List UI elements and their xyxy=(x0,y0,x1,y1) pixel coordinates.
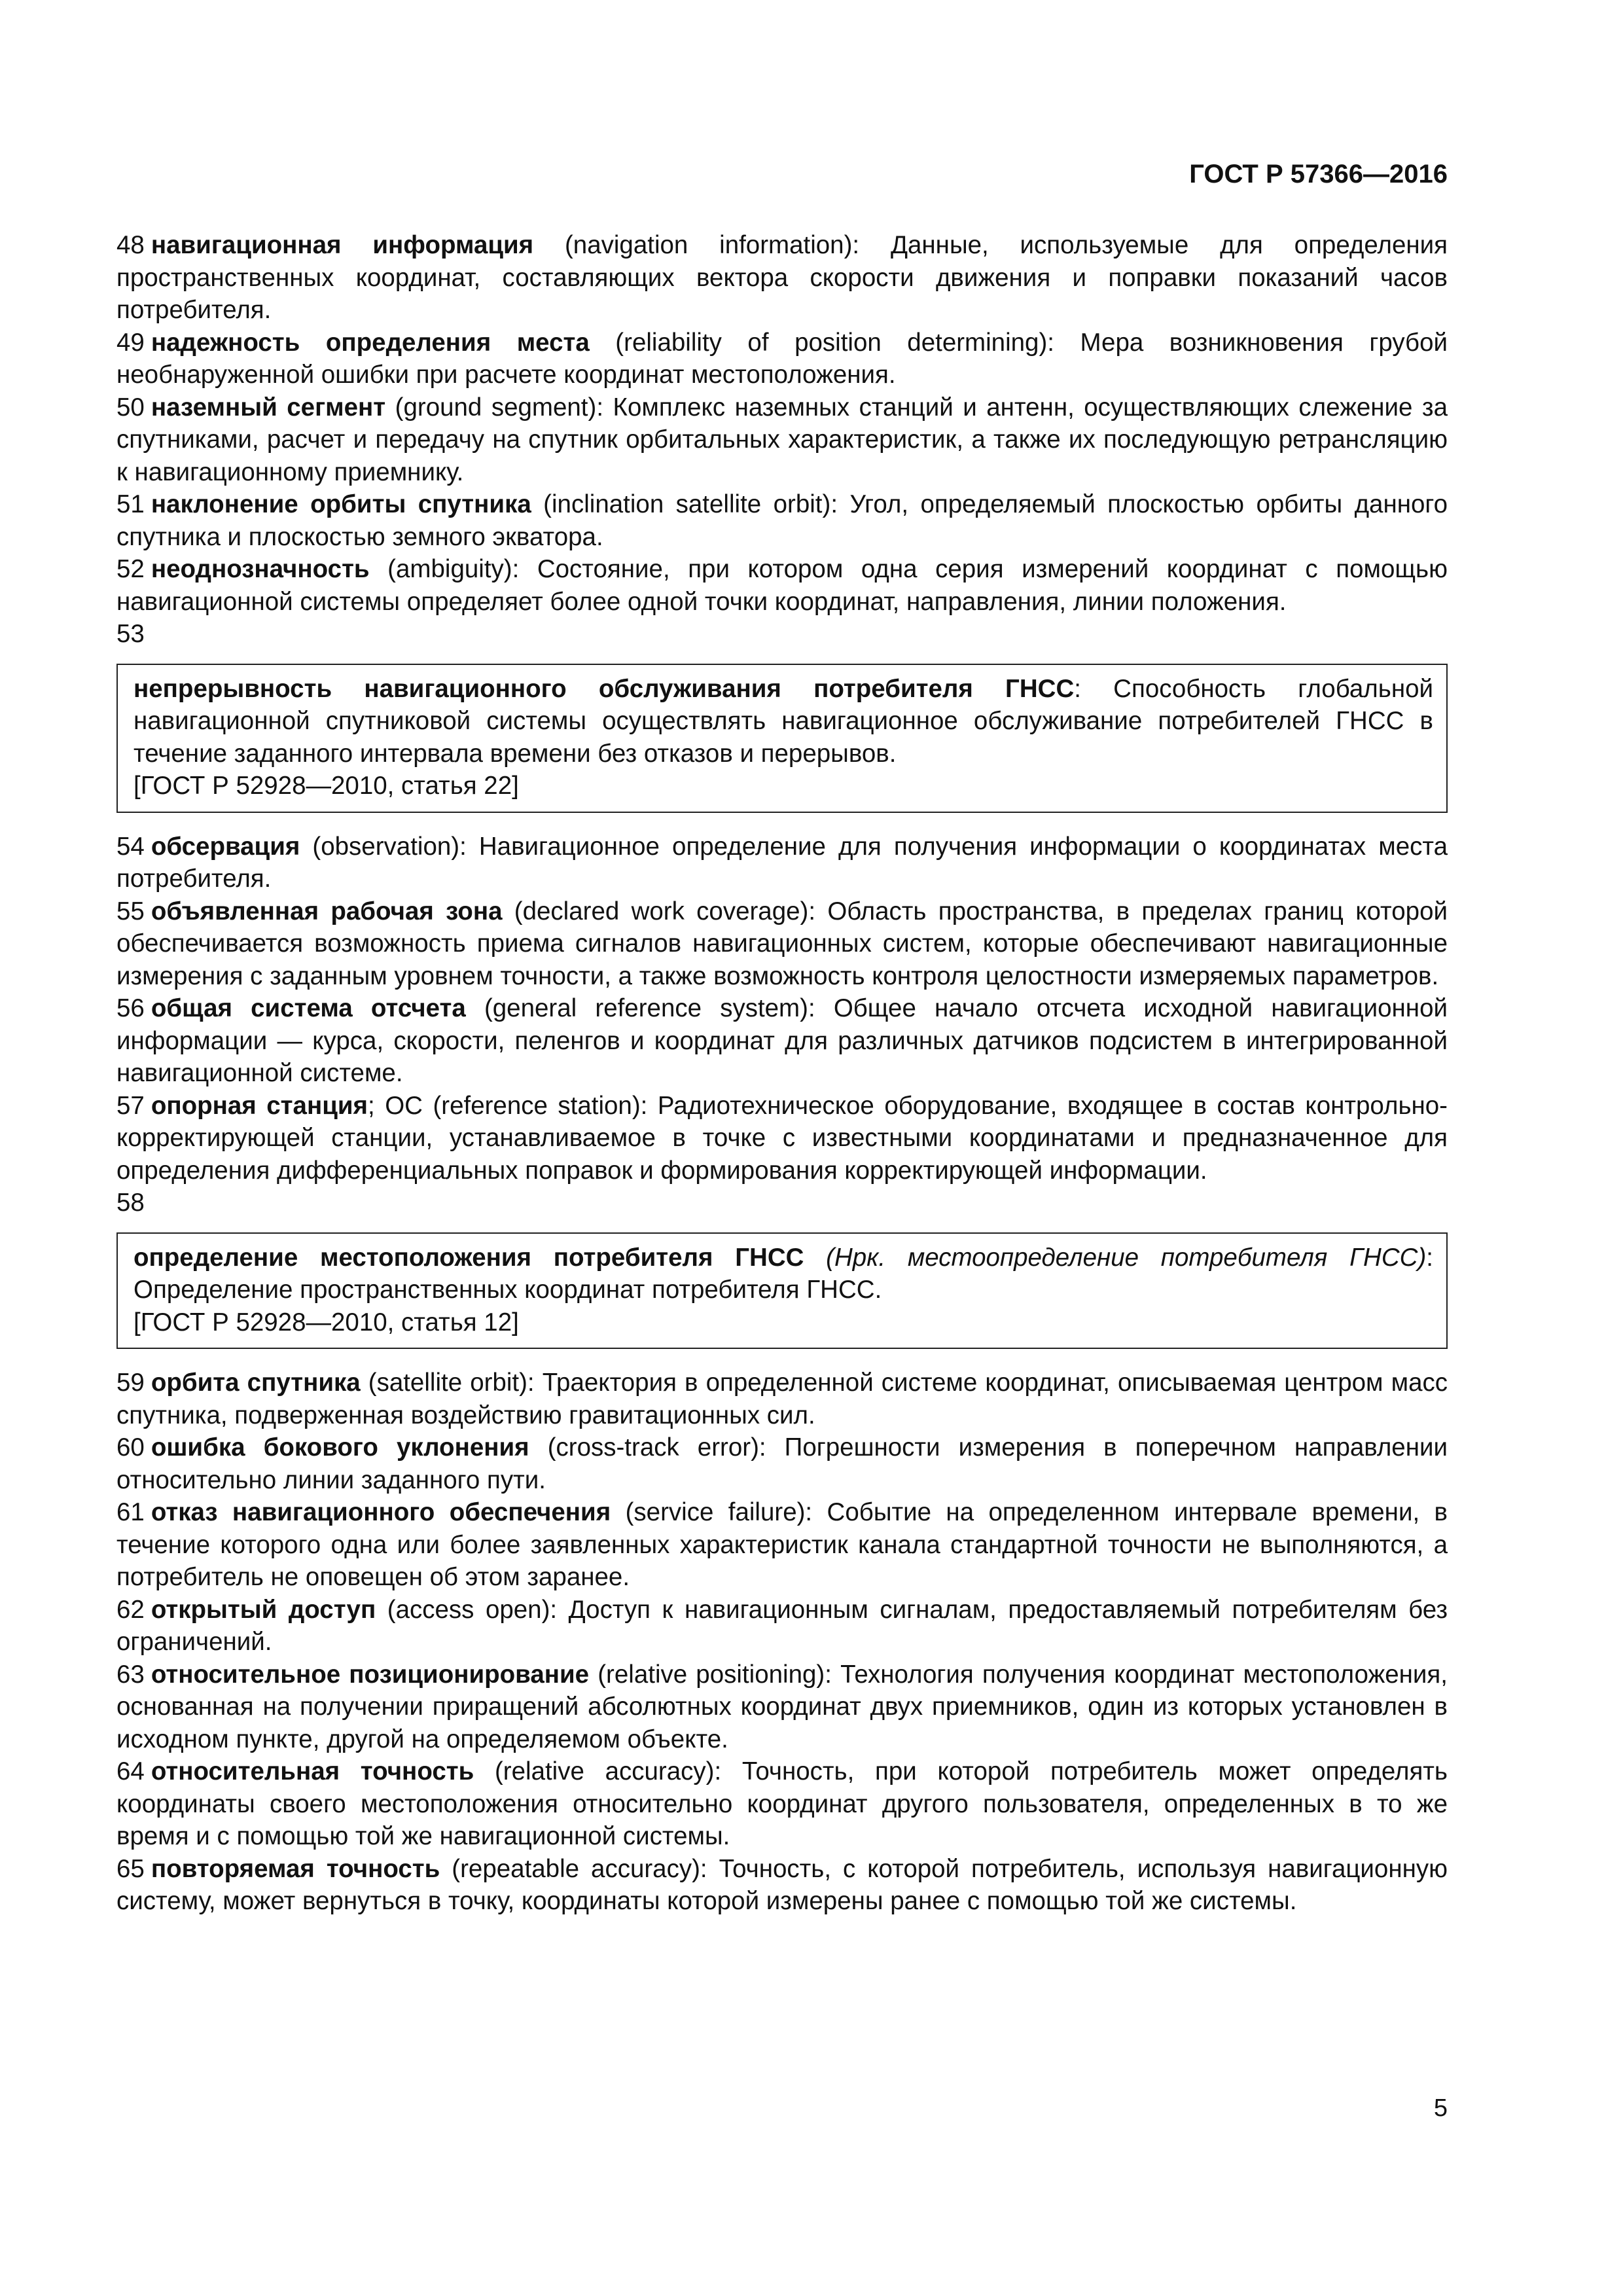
source-reference: [ГОСТ Р 52928—2010, статья 12] xyxy=(134,1308,519,1336)
term-definition: Погрешности измерения в поперечном направлении относительно линии заданного пути. xyxy=(116,1433,1448,1494)
term-entry-58-number xyxy=(116,1187,1448,1219)
term-definition: Точность, при которой потребитель может определять координаты своего местоположения относительно координат другого пользователя, определенных в то же время и с помощью той же навигационной системы. xyxy=(116,1757,1448,1850)
term-definition: Комплекс наземных станций и антенн, осуществляющих слежение за спутниками, расчет и передачу на спутник орбитальных характеристик, а также их последующую ретрансляцию к навигационному приемнику. xyxy=(116,393,1448,486)
term-english: (relative accuracy): xyxy=(474,1757,742,1785)
quoted-term-box xyxy=(116,664,1448,813)
term-definition: : Определение пространственных координат потребителя ГНСС. xyxy=(134,1243,1433,1304)
term-entry-57 xyxy=(116,1090,1448,1187)
entry-number: 51 xyxy=(116,490,145,518)
term-definition: Мера возникновения грубой необнаруженной ошибки при расчете координат местоположения. xyxy=(116,328,1448,389)
term-list xyxy=(116,229,1448,1918)
document-page xyxy=(116,0,1448,2296)
entry-number: 56 xyxy=(116,994,145,1022)
entry-number: 59 xyxy=(116,1369,145,1397)
source-reference: [ГОСТ Р 52928—2010, статья 22] xyxy=(134,772,519,800)
entry-number: 50 xyxy=(116,393,145,422)
term-definition: Доступ к навигационным сигналам, предоставляемый потребителям без ограничений. xyxy=(116,1595,1448,1656)
term: ошибка бокового уклонения xyxy=(151,1433,529,1462)
term-definition: Траектория в определенной системе координат, описываемая центром масс спутника, подверженная воздействию гравитационных сил. xyxy=(116,1369,1448,1429)
entry-number: 55 xyxy=(116,897,145,925)
term-entry-59 xyxy=(116,1367,1448,1431)
term-english: (satellite orbit): xyxy=(360,1369,543,1397)
term-english: (cross-track error): xyxy=(529,1433,785,1462)
term: объявленная рабочая зона xyxy=(151,897,503,925)
entry-number: 52 xyxy=(116,555,145,583)
page-number: 5 xyxy=(1433,2094,1448,2122)
term-definition: Точность, с которой потребитель, используя навигационную систему, может вернуться в точку, координаты которой измерены ранее с помощью той же системы. xyxy=(116,1854,1448,1915)
term: отказ навигационного обеспечения xyxy=(151,1498,611,1526)
term: надежность определения места xyxy=(151,328,590,357)
entry-number: 62 xyxy=(116,1595,145,1624)
entry-number: 61 xyxy=(116,1498,145,1526)
term-english: (reliability of position determining): xyxy=(589,328,1080,357)
term: наземный сегмент xyxy=(151,393,386,422)
term-entry-49 xyxy=(116,327,1448,391)
term-entry-65 xyxy=(116,1853,1448,1918)
entry-number: 64 xyxy=(116,1757,145,1785)
term: непрерывность навигационного обслуживания потребителя ГНСС xyxy=(134,674,1075,703)
term: неоднозначность xyxy=(151,555,370,583)
entry-number: 53 xyxy=(116,620,145,648)
term-entry-55 xyxy=(116,895,1448,993)
non-recommended-term: (Нрк. местоопределение потребителя ГНСС) xyxy=(804,1243,1427,1272)
term-definition: Радиотехническое оборудование, входящее в состав контрольно-корректирующей станции, устанавливаемое в точке с известными координатами и предназначенное для определения дифференциальных поправок и формирования корректирующей информации. xyxy=(116,1091,1448,1185)
term-definition: Данные, используемые для определения пространственных координат, составляющих вектора скорости движения и поправки показаний часов потребителя. xyxy=(116,231,1448,324)
term-english: (ground segment): xyxy=(385,393,613,422)
entry-number: 54 xyxy=(116,832,145,861)
term-english: ; ОС (reference station): xyxy=(368,1091,658,1120)
entry-number: 49 xyxy=(116,328,145,357)
term-definition: Технология получения координат местоположения, основанная на получении приращений абсолютных координат двух приемников, один из которых установлен в исходном пункте, другой на определяемом объекте. xyxy=(116,1660,1448,1753)
term-english: (repeatable accuracy): xyxy=(440,1854,719,1883)
term: обсервация xyxy=(151,832,300,861)
entry-number: 65 xyxy=(116,1854,145,1883)
term-entry-54 xyxy=(116,831,1448,895)
term-definition: Событие на определенном интервале времени, в течение которого одна или более заявленных характеристик канала стандартной точности не выполняются, а потребитель не оповещен об этом заранее. xyxy=(116,1498,1448,1591)
term-english: (observation): xyxy=(300,832,479,861)
term-definition: Общее начало отсчета исходной навигационной информации — курса, скорости, пеленгов и координат для различных датчиков подсистем в интегрированной навигационной системе. xyxy=(116,994,1448,1087)
term-entry-62 xyxy=(116,1594,1448,1659)
entry-number: 58 xyxy=(116,1189,145,1217)
quoted-term-box xyxy=(116,1232,1448,1350)
term: относительное позиционирование xyxy=(151,1660,590,1689)
term: открытый доступ xyxy=(151,1595,376,1624)
term: орбита спутника xyxy=(151,1369,361,1397)
document-header: ГОСТ Р 57366—2016 xyxy=(1189,160,1448,188)
entry-number: 48 xyxy=(116,231,145,259)
term-entry-61 xyxy=(116,1496,1448,1594)
term-entry-60 xyxy=(116,1431,1448,1496)
term-english: (access open): xyxy=(376,1595,569,1624)
term-entry-63 xyxy=(116,1659,1448,1756)
term-definition: Область пространства, в пределах границ которой обеспечивается возможность приема сигналов навигационных систем, которые обеспечивают навигационные измерения с заданным уровнем точности, а также возможность контроля целостности измеряемых параметров. xyxy=(116,897,1448,990)
term-english: (service failure): xyxy=(611,1498,827,1526)
term-english: (declared work coverage): xyxy=(502,897,828,925)
term-english: (general reference system): xyxy=(465,994,834,1022)
term-english: (ambiguity): xyxy=(369,555,537,583)
term-entry-48 xyxy=(116,229,1448,327)
term: навигационная информация xyxy=(151,231,534,259)
term: относительная точность xyxy=(151,1757,474,1785)
entry-number: 57 xyxy=(116,1091,145,1120)
term-entry-56 xyxy=(116,992,1448,1090)
term: наклонение орбиты спутника xyxy=(151,490,531,518)
term-english: (navigation information): xyxy=(533,231,891,259)
term-entry-51 xyxy=(116,488,1448,553)
term-entry-52 xyxy=(116,553,1448,618)
term-entry-53-number xyxy=(116,618,1448,651)
term-definition: Состояние, при котором одна серия измерений координат с помощью навигационной системы определяет более одной точки координат, направления, линии положения. xyxy=(116,555,1448,616)
term-english: (inclination satellite orbit): xyxy=(531,490,850,518)
term: определение местоположения потребителя ГНСС xyxy=(134,1243,804,1272)
term: повторяемая точность xyxy=(151,1854,440,1883)
entry-number: 63 xyxy=(116,1660,145,1689)
term-english: (relative positioning): xyxy=(589,1660,841,1689)
term: общая система отсчета xyxy=(151,994,466,1022)
term-definition: : Способность глобальной навигационной спутниковой системы осуществлять навигационное обслуживание потребителей ГНСС в течение заданного интервала времени без отказов и перерывов. xyxy=(134,674,1433,768)
term-entry-50 xyxy=(116,391,1448,489)
term-definition: Навигационное определение для получения информации о координатах места потребителя. xyxy=(116,832,1448,893)
term-definition: Угол, определяемый плоскостью орбиты данного спутника и плоскостью земного экватора. xyxy=(116,490,1448,551)
term-entry-64 xyxy=(116,1755,1448,1853)
term: опорная станция xyxy=(151,1091,368,1120)
entry-number: 60 xyxy=(116,1433,145,1462)
